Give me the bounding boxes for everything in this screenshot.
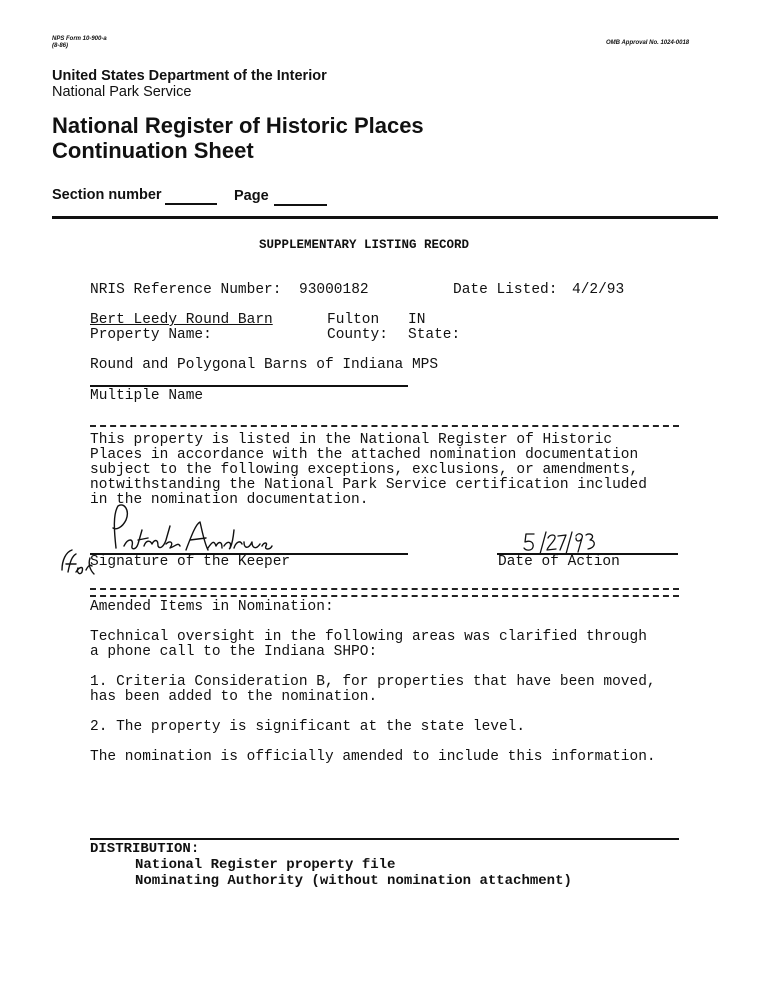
section-number-label: Section number: [52, 187, 162, 203]
state-value: IN: [408, 312, 426, 328]
item-1-line-2: has been added to the nomination.: [90, 689, 378, 705]
paragraph-line-1: This property is listed in the National Register of Historic: [90, 432, 613, 448]
amended-heading: Amended Items in Nomination:: [90, 599, 334, 615]
multiple-name-value: Round and Polygonal Barns of Indiana MPS: [90, 357, 439, 373]
distribution-item: Nominating Authority (without nomination attachment): [135, 873, 572, 889]
date-of-action-label: Date of Action: [498, 554, 620, 570]
signature-label: Signature of the Keeper: [90, 554, 291, 570]
item-2: 2. The property is significant at the state level.: [90, 719, 526, 735]
closing-statement: The nomination is officially amended to include this information.: [90, 749, 656, 765]
county-value: Fulton: [327, 312, 380, 328]
form-number: NPS Form 10-900-a: [52, 36, 107, 42]
multiple-name-label: Multiple Name: [90, 388, 204, 404]
omb-approval: OMB Approval No. 1024-0018: [606, 40, 690, 46]
oversight-line-2: a phone call to the Indiana SHPO:: [90, 644, 378, 660]
paragraph-line-4: notwithstanding the National Park Service certification included: [90, 477, 647, 493]
page-title: National Register of Historic Places: [52, 113, 424, 138]
nris-label: NRIS Reference Number:: [90, 282, 282, 298]
paragraph-line-2: Places in accordance with the attached nomination documentation: [90, 447, 639, 463]
item-1-line-1: 1. Criteria Consideration B, for properties that have been moved,: [90, 674, 656, 690]
form-date: (8-86): [52, 43, 69, 49]
property-name-label: Property Name:: [90, 327, 212, 343]
multiple-name-rule: [90, 385, 408, 387]
county-label: County:: [327, 327, 388, 343]
distribution-rule: [90, 838, 679, 840]
double-dashed-divider: [90, 588, 679, 597]
page-label: Page: [234, 188, 269, 204]
distribution-item: National Register property file: [135, 857, 396, 873]
section-number-blank: [165, 203, 217, 205]
page-subtitle: Continuation Sheet: [52, 138, 254, 163]
nris-value: 93000182: [299, 282, 369, 298]
paragraph-line-3: subject to the following exceptions, exclusions, or amendments,: [90, 462, 639, 478]
property-name-value: Bert Leedy Round Barn: [90, 312, 273, 328]
dashed-divider: [90, 425, 679, 427]
department-name: United States Department of the Interior: [52, 68, 327, 84]
date-listed-value: 4/2/93: [572, 282, 625, 298]
header-divider: [52, 216, 718, 219]
page-blank: [274, 204, 327, 206]
oversight-line-1: Technical oversight in the following areas was clarified through: [90, 629, 647, 645]
distribution-heading: DISTRIBUTION:: [90, 841, 200, 857]
paragraph-line-5: in the nomination documentation.: [90, 492, 369, 508]
date-listed-label: Date Listed:: [453, 282, 558, 298]
state-label: State:: [408, 327, 461, 343]
service-name: National Park Service: [52, 84, 192, 100]
record-heading: SUPPLEMENTARY LISTING RECORD: [259, 238, 470, 252]
